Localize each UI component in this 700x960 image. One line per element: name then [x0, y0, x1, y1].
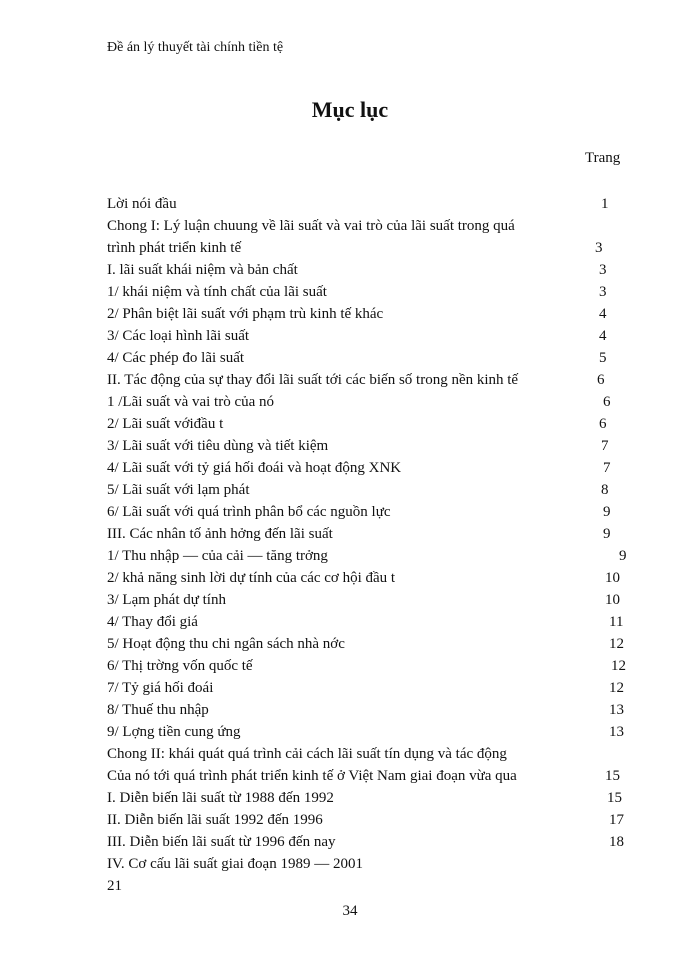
- toc-entry-title: 21: [107, 878, 122, 894]
- toc-entry-title: 1 /Lãi suất và vai trò của nó: [107, 394, 275, 410]
- toc-entry-title: III. Diễn biến lãi suất từ 1996 đến nay: [107, 834, 336, 850]
- toc-entry-page: 17: [609, 812, 624, 828]
- toc-entry-page: 15: [605, 768, 620, 784]
- toc-entry-title: I. lãi suất khái niệm và bản chất: [107, 262, 298, 278]
- toc-entry-title: 4/ Lãi suất với tỷ giá hối đoái và hoạt động XNK: [107, 460, 402, 476]
- toc-entry-title: 3/ Lãi suất với tiêu dùng và tiết kiệm: [107, 438, 329, 454]
- toc-entry-title: 4/ Các phép đo lãi suất: [107, 350, 245, 366]
- toc-entry-title: I. Diễn biến lãi suất từ 1988 đến 1992: [107, 790, 334, 806]
- toc-entry-title: 6/ Thị trờng vốn quốc tế: [107, 658, 253, 674]
- document-header: Đề án lý thuyết tài chính tiền tệ: [107, 40, 284, 55]
- toc-entry-title: Chong I: Lý luận chuung về lãi suất và vai trò của lãi suất trong quá: [107, 218, 515, 234]
- toc-entry-title: IV. Cơ cấu lãi suất giai đoạn 1989 — 2001: [107, 856, 363, 872]
- toc-entry-title: Chong II: khái quát quá trình cải cách lãi suất tín dụng và tác động: [107, 746, 507, 762]
- toc-entry-title: 6/ Lãi suất với quá trình phân bổ các nguồn lực: [107, 504, 391, 520]
- toc-entry-page: 6: [603, 394, 611, 410]
- toc-entry-page: 8: [601, 482, 609, 498]
- toc-entry-title: 4/ Thay đổi giá: [107, 614, 198, 630]
- page-title: Mục lục: [311, 97, 389, 122]
- toc-entry-title: 9/ Lợng tiền cung ứng: [107, 724, 241, 740]
- toc-entry-page: 4: [599, 328, 607, 344]
- toc-entry-page: 6: [597, 372, 605, 388]
- toc-entry-title: 7/ Tỷ giá hối đoái: [107, 680, 214, 696]
- toc-entry-title: 2/ khả năng sinh lời dự tính của các cơ hội đầu t: [107, 570, 396, 586]
- toc-entry-page: 18: [609, 834, 624, 850]
- toc-entry-page: 11: [609, 614, 624, 630]
- toc-entry-page: 13: [609, 724, 624, 740]
- toc-entry-page: 3: [599, 284, 607, 300]
- toc-entry-page: 9: [619, 548, 627, 564]
- toc-entry-page: 9: [603, 526, 611, 542]
- toc-entry-page: 10: [605, 592, 620, 608]
- toc-entry-page: 7: [601, 438, 609, 454]
- toc-entry-title: II. Diễn biến lãi suất 1992 đến 1996: [107, 812, 323, 828]
- toc-entry-title: 1/ Thu nhập — của cải — tăng trởng: [107, 548, 328, 564]
- toc-entry-page: 12: [609, 680, 624, 696]
- toc-entry-title: 5/ Hoạt động thu chi ngân sách nhà nớc: [107, 636, 345, 652]
- toc-entry-title: Của nó tới quá trình phát triển kinh tế ở Việt Nam giai đoạn vừa qua: [107, 768, 517, 784]
- page-number: 34: [342, 903, 358, 919]
- toc-entry-page: 7: [603, 460, 611, 476]
- toc-entry-page: 13: [609, 702, 624, 718]
- toc-entry-title: 1/ khái niệm và tính chất của lãi suất: [107, 284, 327, 300]
- toc-entry-page: 3: [595, 240, 603, 256]
- toc-entry-page: 15: [607, 790, 622, 806]
- toc-entry-page: 12: [611, 658, 626, 674]
- toc-entry-title: 3/ Các loại hình lãi suất: [107, 328, 250, 344]
- toc-entry-page: 6: [599, 416, 607, 432]
- toc-entry-title: Lời nói đầu: [107, 196, 177, 212]
- toc-entry-page: 3: [599, 262, 607, 278]
- page-column-label: Trang: [585, 150, 621, 166]
- toc-entry-title: trình phát triển kinh tế: [107, 240, 242, 256]
- toc-entry-page: 4: [599, 306, 607, 322]
- toc-entry-title: II. Tác động của sự thay đổi lãi suất tới các biến số trong nền kinh tế: [107, 372, 519, 388]
- toc-entry-title: 3/ Lạm phát dự tính: [107, 592, 226, 608]
- toc-entry-page: 1: [601, 196, 609, 212]
- toc-entry-title: 8/ Thuế thu nhập: [107, 702, 209, 718]
- toc-entry-title: 5/ Lãi suất với lạm phát: [107, 482, 250, 498]
- toc-entry-title: III. Các nhân tố ảnh hởng đến lãi suất: [107, 526, 333, 542]
- toc-entry-page: 5: [599, 350, 607, 366]
- toc-entry-page: 9: [603, 504, 611, 520]
- toc-entry-title: 2/ Lãi suất vớiđầu t: [107, 416, 224, 432]
- toc-entry-page: 12: [609, 636, 624, 652]
- toc-entry-title: 2/ Phân biệt lãi suất với phạm trù kinh tế khác: [107, 306, 384, 322]
- toc-entry-page: 10: [605, 570, 620, 586]
